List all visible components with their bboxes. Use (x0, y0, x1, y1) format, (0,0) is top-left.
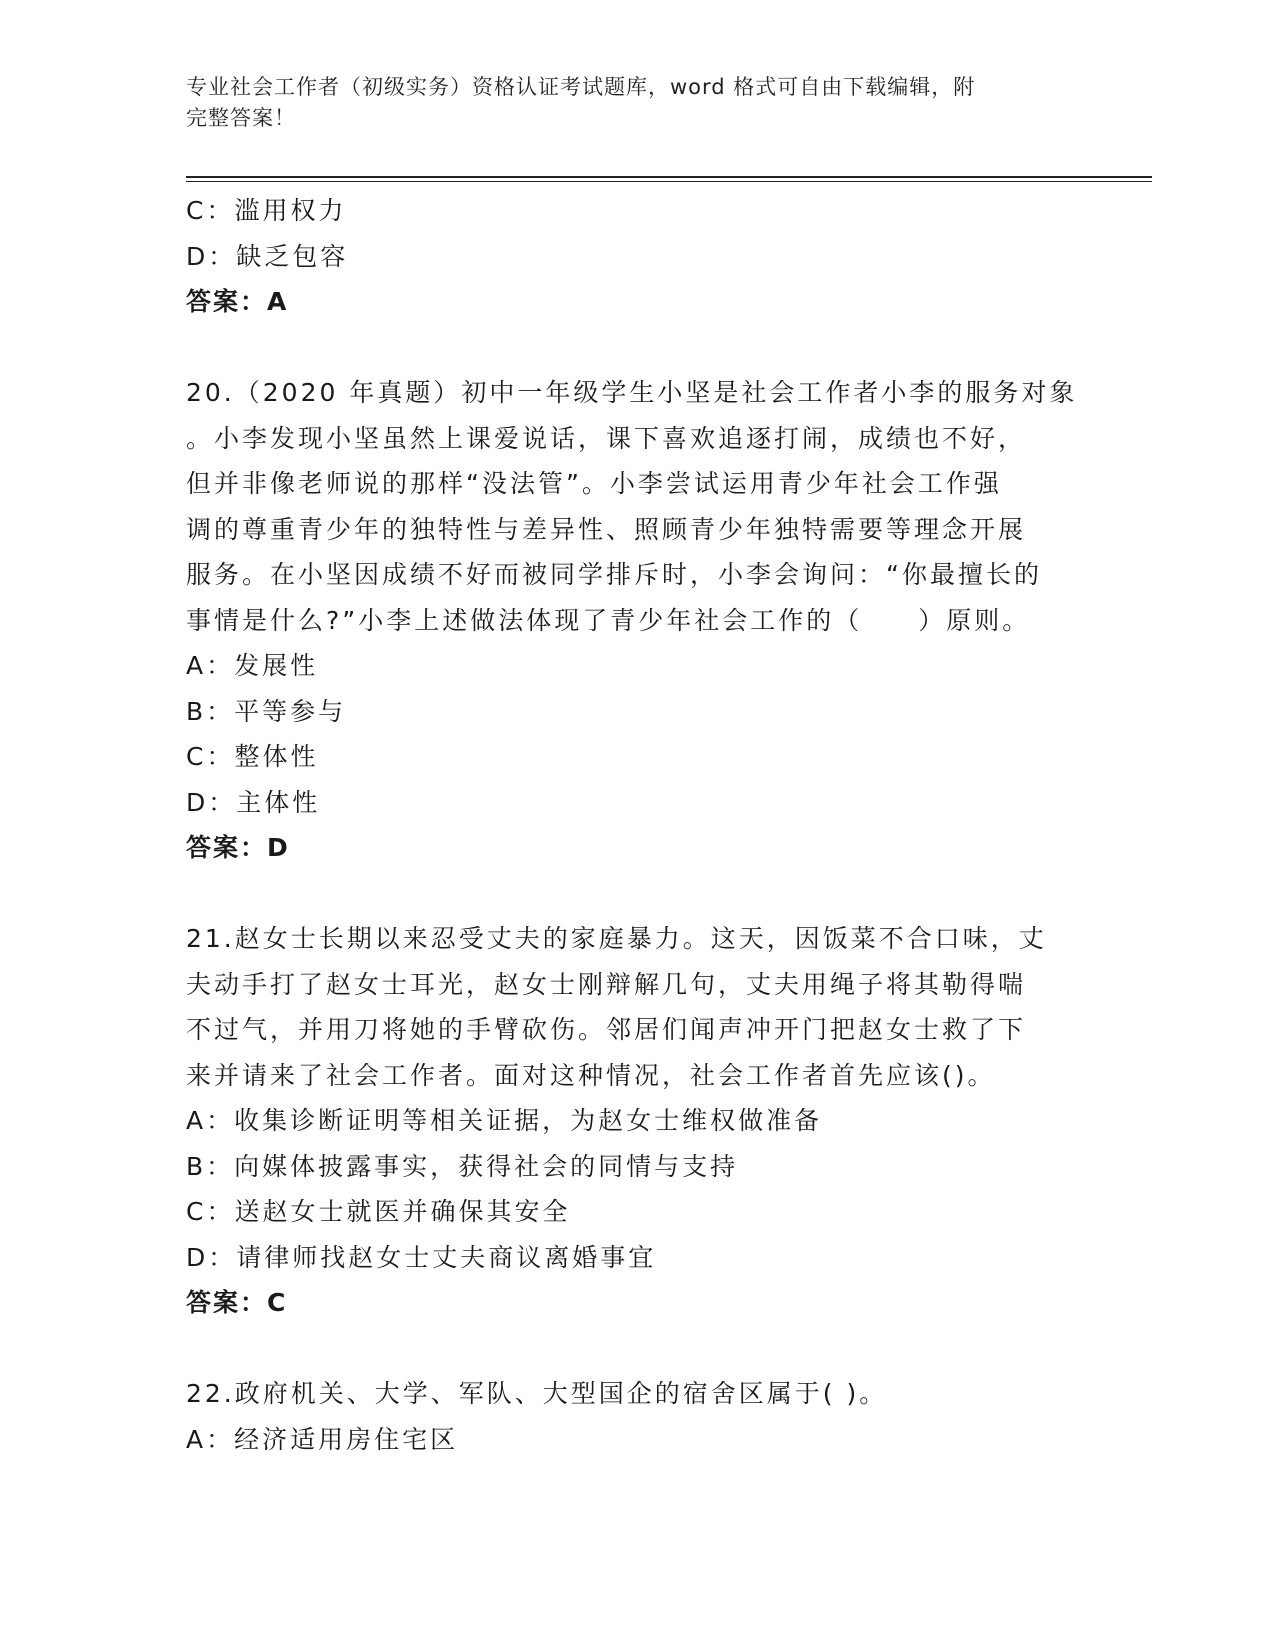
question-22 (186, 1371, 1086, 1462)
question-text-line: 不过气，并用刀将她的手臂砍伤。邻居们闻声冲开门把赵女士救了下 (186, 1015, 1027, 1044)
header-line-1: 专业社会工作者（初级实务）资格认证考试题库，word 格式可自由下载编辑，附 (186, 75, 976, 99)
option-a: A：经济适用房住宅区 (186, 1424, 459, 1454)
question-text-line: 21.赵女士长期以来忍受丈夫的家庭暴力。这天，因饭菜不合口味，丈 (186, 924, 1047, 953)
question-19-tail (186, 188, 1086, 325)
option-d: D：缺乏包容 (186, 241, 349, 271)
spacer (186, 1326, 1086, 1372)
question-text-line: 20.（2020 年真题）初中一年级学生小坚是社会工作者小李的服务对象 (186, 378, 1078, 407)
answer-line: 答案：A (186, 287, 289, 316)
answer-line: 答案：C (186, 1288, 288, 1317)
question-text-line: 来并请来了社会工作者。面对这种情况，社会工作者首先应该()。 (186, 1060, 996, 1090)
option-d: D：请律师找赵女士丈夫商议离婚事宜 (186, 1242, 657, 1272)
question-text-line: 但并非像老师说的那样“没法管”。小李尝试运用青少年社会工作强 (186, 469, 1002, 498)
answer-line: 答案：D (186, 833, 290, 862)
option-a: A：发展性 (186, 651, 319, 680)
option-b: B：向媒体披露事实，获得社会的同情与支持 (186, 1151, 739, 1181)
question-body (186, 188, 1086, 1462)
option-c: C：滥用权力 (186, 196, 347, 225)
spacer (186, 325, 1086, 371)
question-20 (186, 370, 1086, 871)
question-text-line: 。小李发现小坚虽然上课爱说话，课下喜欢追逐打闹，成绩也不好， (186, 423, 1027, 453)
header-rule-thick (186, 176, 1152, 178)
header-rule-thin (186, 181, 1152, 182)
option-a: A：收集诊断证明等相关证据，为赵女士维权做准备 (186, 1106, 823, 1135)
question-text-line: 夫动手打了赵女士耳光，赵女士刚辩解几句，丈夫用绳子将其勒得喘 (186, 969, 1027, 999)
question-text-line: 服务。在小坚因成绩不好而被同学排斥时，小李会询问：“你最擅长的 (186, 560, 1042, 589)
spacer (186, 871, 1086, 917)
question-text-line: 事情是什么?”小李上述做法体现了青少年社会工作的（ ）原则。 (186, 605, 1031, 635)
option-b: B：平等参与 (186, 696, 347, 726)
question-text-line: 调的尊重青少年的独特性与差异性、照顾青少年独特需要等理念开展 (186, 514, 1027, 544)
header-line-2: 完整答案！ (186, 106, 296, 130)
option-c: C：送赵女士就医并确保其安全 (186, 1197, 571, 1226)
option-d: D：主体性 (186, 787, 321, 817)
question-text-line: 22.政府机关、大学、军队、大型国企的宿舍区属于( )。 (186, 1379, 888, 1408)
page-header (186, 72, 1066, 134)
question-21 (186, 916, 1086, 1326)
option-c: C：整体性 (186, 742, 319, 771)
